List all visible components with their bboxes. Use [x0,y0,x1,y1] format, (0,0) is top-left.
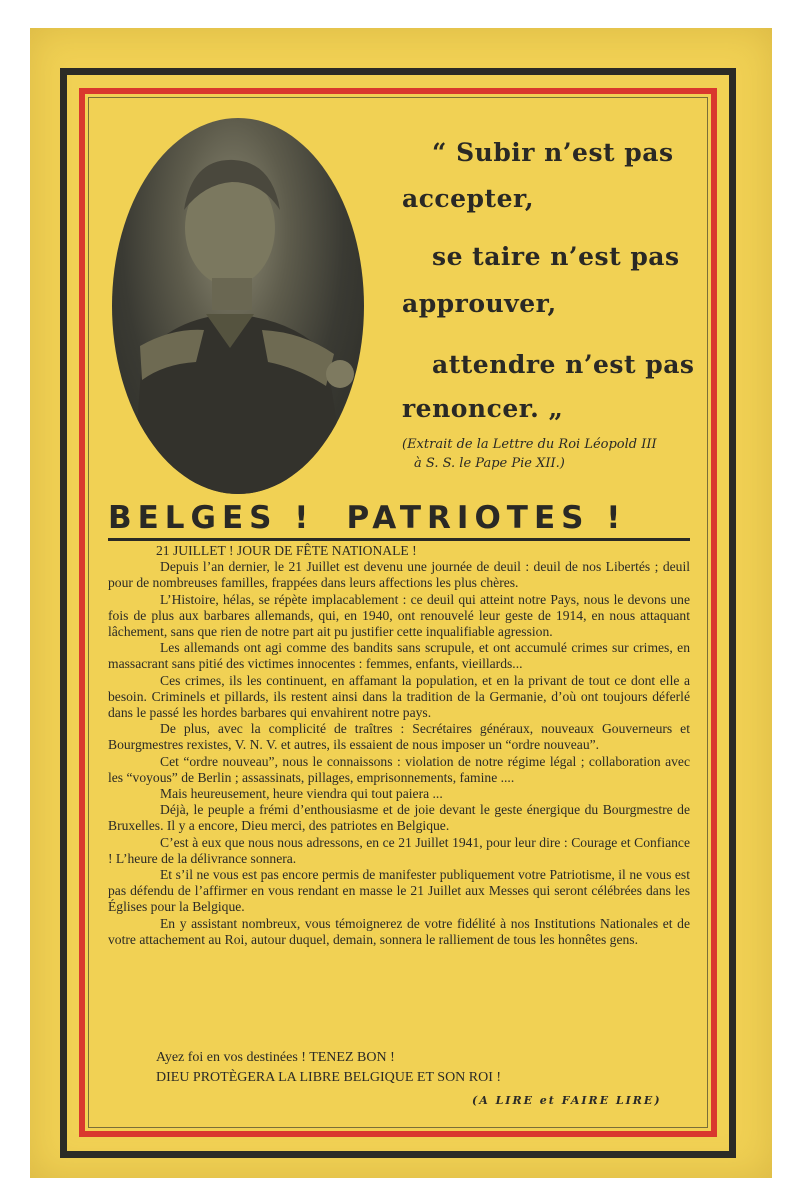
paragraph: C’est à eux que nous nous adressons, en ce 21 Juillet 1941, pour leur dire : Courage et Confiance ! L’heure de la délivrance sonnera. [108,834,690,866]
paragraph: Déjà, le peuple a frémi d’enthousiasme et de joie devant le geste énergique du Bourgmestre de Bruxelles. Il y a encore, Dieu merci, des patriotes en Belgique. [108,802,690,834]
paragraph: Cet “ordre nouveau”, nous le connaissons : violation de notre régime légal ; collaboration avec les “voyous” de Berlin ; assassinats, pillages, emprisonnements, famine .... [108,753,690,785]
paragraph: L’Histoire, hélas, se répète implacablement : ce deuil qui atteint notre Pays, nous le devons une fois de plus aux barbares allemands, qui, en 1940, ont renouvelé leur geste de 1914, en nous attaquant lâchement, sans que rien de notre part ait pu justifier cette inqualifiable agression. [108,591,690,640]
body-text [108,543,690,948]
quote-line-4: approuver, [402,289,557,318]
quote-line-3: se taire n’est pas [432,242,680,271]
paragraph: En y assistant nombreux, vous témoignerez de votre fidélité à nos Institutions Nationales et de votre attachement au Roi, autour duquel, demain, sonnera le ralliement de tous les honnêtes gens. [108,915,690,947]
quote-line-1: “ Subir n’est pas [432,138,674,167]
headline-patriotes: PATRIOTES ! [346,500,627,536]
date-line: 21 JUILLET ! JOUR DE FÊTE NATIONALE ! [156,543,417,558]
paragraph: De plus, avec la complicité de traîtres : Secrétaires généraux, nouveaux Gouverneurs et Bourgmestres rexistes, V. N. V. et autres, ils essaient de nous imposer un “ordre nouveau”. [108,721,690,753]
paragraph: Ces crimes, ils les continuent, en affamant la population, et en la privant de tout ce dont elle a besoin. Criminels et pillards, ils restent ainsi dans la tradition de la Germanie, d’où ont toujours déferlé dans le passé les hordes barbares qui envahirent notre pays. [108,672,690,721]
closing-line-1: Ayez foi en vos destinées ! TENEZ BON ! [156,1050,395,1065]
quote-source-line-2: à S. S. le Pape Pie XII.) [414,456,565,471]
king-portrait [112,118,364,494]
paragraph: Les allemands ont agi comme des bandits sans scrupule, et ont accumulé crimes sur crimes, en massacrant sans pitié des victimes innocentes : femmes, enfants, vieillards... [108,640,690,672]
headline-belges: BELGES ! [108,500,315,536]
quote-line-6: renoncer. „ [402,394,564,423]
footer-note: (A LIRE et FAIRE LIRE) [472,1094,662,1107]
quote-line-5: attendre n’est pas [432,350,695,379]
headline-rule [108,538,690,541]
paragraph: Mais heureusement, heure viendra qui tout paiera ... [160,786,443,802]
headline [108,500,693,536]
closing-line-2: DIEU PROTÈGERA LA LIBRE BELGIQUE ET SON ROI ! [156,1070,502,1085]
quote-source-line-1: (Extrait de la Lettre du Roi Léopold III [402,437,657,452]
quote-line-2: accepter, [402,184,535,213]
paragraph: Et s’il ne vous est pas encore permis de manifester publiquement votre Patriotisme, il ne vous est pas défendu de l’affirmer en vous rendant en masse le 21 Juillet aux Messes qui seront célébrées dans les Églises pour la Belgique. [108,867,690,915]
paragraph: Depuis l’an dernier, le 21 Juillet est devenu une journée de deuil : deuil de nos Libertés ; deuil pour de nombreuses familles, frappées dans leurs affections les plus chères. [108,559,690,591]
